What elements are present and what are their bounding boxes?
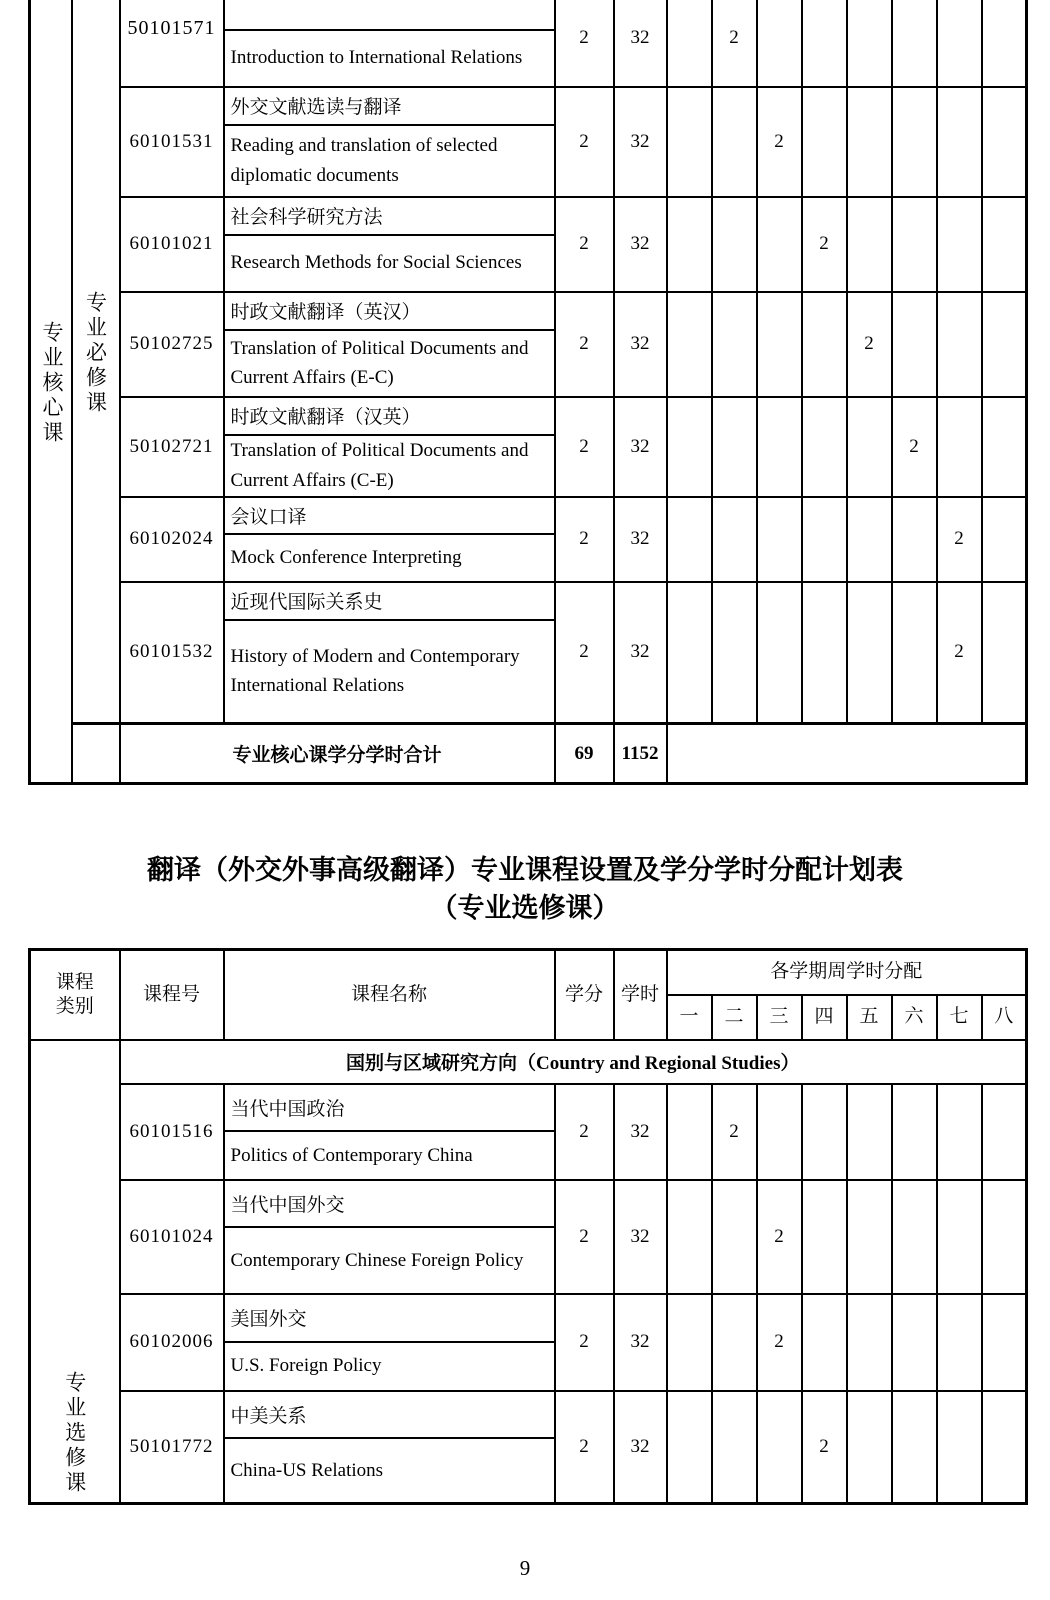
semester-cell (757, 197, 802, 292)
course-code: 50101772 (120, 1391, 224, 1503)
semester-cell (757, 397, 802, 497)
hours-cell: 32 (614, 397, 667, 497)
credits-cell: 2 (555, 1084, 614, 1180)
course-name-en: Research Methods for Social Sciences (224, 235, 555, 292)
semester-cell (847, 497, 892, 582)
semester-cell (982, 0, 1027, 87)
semester-cell (892, 582, 937, 724)
semester-cell (892, 197, 937, 292)
semester-cell (847, 1294, 892, 1390)
category-required-label: 专业必修课 (83, 291, 108, 416)
table-title-line2: （专业选修课） (430, 893, 620, 923)
course-name-en: Mock Conference Interpreting (224, 534, 555, 582)
credits-cell: 2 (555, 1391, 614, 1503)
core-course-table-region (28, 17, 1027, 782)
semester-cell: 2 (757, 1180, 802, 1294)
hours-cell: 32 (614, 1391, 667, 1503)
semester-cell: 2 (937, 582, 982, 724)
semester-cell (847, 1084, 892, 1180)
credits-cell: 2 (555, 397, 614, 497)
semester-cell (802, 582, 847, 724)
semester-cell (757, 1391, 802, 1503)
course-code: 60102006 (120, 1294, 224, 1390)
hours-cell: 32 (614, 292, 667, 397)
credits-cell: 2 (555, 87, 614, 197)
semester-cell (847, 87, 892, 197)
hours-cell: 32 (614, 1180, 667, 1294)
category-elective-label: 专业选修课 (62, 1370, 87, 1496)
semester-cell (712, 1294, 757, 1390)
course-name-zh: 外交文献选读与翻译 (224, 87, 555, 125)
course-name-zh: 时政文献翻译（汉英） (224, 397, 555, 435)
semester-cell (982, 497, 1027, 582)
credits-cell: 2 (555, 197, 614, 292)
course-name-zh: 当代中国政治 (224, 1084, 555, 1131)
semester-cell (712, 1180, 757, 1294)
course-code: 60101021 (120, 197, 224, 292)
semester-cell (892, 0, 937, 87)
course-code: 50102725 (120, 292, 224, 397)
header-semester-4: 四 (802, 995, 847, 1040)
semester-cell (712, 197, 757, 292)
semester-cell (802, 1084, 847, 1180)
semester-cell (802, 292, 847, 397)
semester-cell (712, 497, 757, 582)
total-row-empty (667, 724, 1027, 784)
semester-cell (847, 1391, 892, 1503)
semester-cell (847, 1180, 892, 1294)
course-code: 50101571 (120, 0, 224, 87)
course-name-en: Reading and translation of selected diplomatic documents (224, 125, 555, 197)
category-elective-courses (30, 1040, 120, 1504)
hours-cell: 32 (614, 582, 667, 724)
semester-cell (757, 1084, 802, 1180)
semester-cell (667, 87, 712, 197)
course-name-en: History of Modern and Contemporary International Relations (224, 620, 555, 724)
semester-cell (892, 1294, 937, 1390)
semester-cell (802, 1294, 847, 1390)
semester-cell: 2 (712, 0, 757, 87)
course-name-zh: 社会科学研究方法 (224, 197, 555, 235)
total-credits: 69 (555, 724, 614, 784)
semester-cell (802, 1180, 847, 1294)
semester-cell: 2 (937, 497, 982, 582)
semester-cell (757, 0, 802, 87)
category-required-courses (72, 0, 120, 724)
course-name-zh (224, 0, 555, 30)
course-code: 60101531 (120, 87, 224, 197)
table-title (0, 851, 1050, 927)
semester-cell (667, 1391, 712, 1503)
semester-cell (667, 292, 712, 397)
elective-course-table-region (28, 948, 1027, 1496)
course-name-en: Translation of Political Documents and Current Affairs (C-E) (224, 435, 555, 497)
semester-cell (667, 497, 712, 582)
page-number: 9 (519, 1556, 531, 1580)
semester-cell (892, 1391, 937, 1503)
semester-cell (892, 1084, 937, 1180)
semester-cell (937, 397, 982, 497)
header-semester-8: 八 (982, 995, 1027, 1040)
semester-cell (982, 292, 1027, 397)
course-code: 50102721 (120, 397, 224, 497)
semester-cell (937, 1294, 982, 1390)
course-name-en: Translation of Political Documents and Current Affairs (E-C) (224, 330, 555, 397)
course-name-zh: 近现代国际关系史 (224, 582, 555, 620)
semester-cell (892, 87, 937, 197)
semester-cell: 2 (757, 1294, 802, 1390)
semester-cell (712, 87, 757, 197)
semester-cell (667, 582, 712, 724)
semester-cell (802, 497, 847, 582)
header-name: 课程名称 (224, 950, 555, 1040)
header-credits: 学分 (555, 950, 614, 1040)
semester-cell (982, 197, 1027, 292)
semester-cell (847, 0, 892, 87)
total-label: 专业核心课学分学时合计 (120, 724, 555, 784)
header-semester-group: 各学期周学时分配 (667, 950, 1027, 995)
semester-cell (802, 397, 847, 497)
header-semester-2: 二 (712, 995, 757, 1040)
semester-cell (802, 87, 847, 197)
semester-cell (847, 582, 892, 724)
semester-cell (937, 1084, 982, 1180)
semester-cell (982, 1294, 1027, 1390)
semester-cell (937, 0, 982, 87)
semester-cell: 2 (802, 1391, 847, 1503)
category-core-label: 专业核心课 (40, 321, 64, 446)
section-header: 国别与区域研究方向（Country and Regional Studies） (120, 1040, 1027, 1084)
semester-cell (982, 1391, 1027, 1503)
semester-cell (802, 0, 847, 87)
semester-cell: 2 (892, 397, 937, 497)
course-code: 60101532 (120, 582, 224, 724)
semester-cell (937, 1180, 982, 1294)
hours-cell: 32 (614, 87, 667, 197)
semester-cell (892, 292, 937, 397)
semester-cell (667, 1294, 712, 1390)
course-name-en: Contemporary Chinese Foreign Policy (224, 1227, 555, 1294)
header-code: 课程号 (120, 950, 224, 1040)
credits-cell: 2 (555, 292, 614, 397)
semester-cell: 2 (802, 197, 847, 292)
header-semester-7: 七 (937, 995, 982, 1040)
course-code: 60101024 (120, 1180, 224, 1294)
course-code: 60101516 (120, 1084, 224, 1180)
semester-cell (937, 197, 982, 292)
semester-cell (712, 1391, 757, 1503)
semester-cell (712, 292, 757, 397)
hours-cell: 32 (614, 497, 667, 582)
semester-cell (757, 497, 802, 582)
hours-cell: 32 (614, 0, 667, 87)
semester-cell (982, 87, 1027, 197)
semester-cell (757, 582, 802, 724)
hours-cell: 32 (614, 1294, 667, 1390)
core-course-table (28, 0, 1028, 785)
semester-cell (982, 1180, 1027, 1294)
semester-cell: 2 (757, 87, 802, 197)
semester-cell (937, 87, 982, 197)
semester-cell (847, 397, 892, 497)
semester-cell (892, 1180, 937, 1294)
hours-cell: 32 (614, 1084, 667, 1180)
header-hours: 学时 (614, 950, 667, 1040)
header-semester-5: 五 (847, 995, 892, 1040)
semester-cell: 2 (847, 292, 892, 397)
course-name-en: China-US Relations (224, 1438, 555, 1503)
header-semester-6: 六 (892, 995, 937, 1040)
credits-cell: 2 (555, 582, 614, 724)
semester-cell (937, 292, 982, 397)
semester-cell (667, 1084, 712, 1180)
course-name-zh: 中美关系 (224, 1391, 555, 1438)
semester-cell (667, 0, 712, 87)
course-name-en: U.S. Foreign Policy (224, 1342, 555, 1391)
semester-cell (667, 1180, 712, 1294)
semester-cell (712, 582, 757, 724)
semester-cell: 2 (712, 1084, 757, 1180)
credits-cell: 2 (555, 0, 614, 87)
course-name-zh: 当代中国外交 (224, 1180, 555, 1227)
semester-cell (667, 197, 712, 292)
category-core-courses (30, 0, 72, 784)
elective-course-table (28, 948, 1028, 1505)
semester-cell (847, 197, 892, 292)
course-code: 60102024 (120, 497, 224, 582)
total-hours: 1152 (614, 724, 667, 784)
semester-cell (982, 397, 1027, 497)
header-semester-3: 三 (757, 995, 802, 1040)
semester-cell (982, 582, 1027, 724)
semester-cell (982, 1084, 1027, 1180)
semester-cell (712, 397, 757, 497)
semester-cell (667, 397, 712, 497)
header-category: 课程类别 (30, 950, 120, 1040)
course-name-en: Politics of Contemporary China (224, 1131, 555, 1180)
credits-cell: 2 (555, 1294, 614, 1390)
total-row-spacer (72, 724, 120, 784)
header-semester-1: 一 (667, 995, 712, 1040)
credits-cell: 2 (555, 497, 614, 582)
course-name-zh: 美国外交 (224, 1294, 555, 1341)
course-name-en: Introduction to International Relations (224, 30, 555, 87)
semester-cell (892, 497, 937, 582)
credits-cell: 2 (555, 1180, 614, 1294)
semester-cell (937, 1391, 982, 1503)
course-name-zh: 会议口译 (224, 497, 555, 534)
table-title-line1: 翻译（外交外事高级翻译）专业课程设置及学分学时分配计划表 (147, 855, 903, 885)
hours-cell: 32 (614, 197, 667, 292)
semester-cell (757, 292, 802, 397)
course-name-zh: 时政文献翻译（英汉） (224, 292, 555, 330)
